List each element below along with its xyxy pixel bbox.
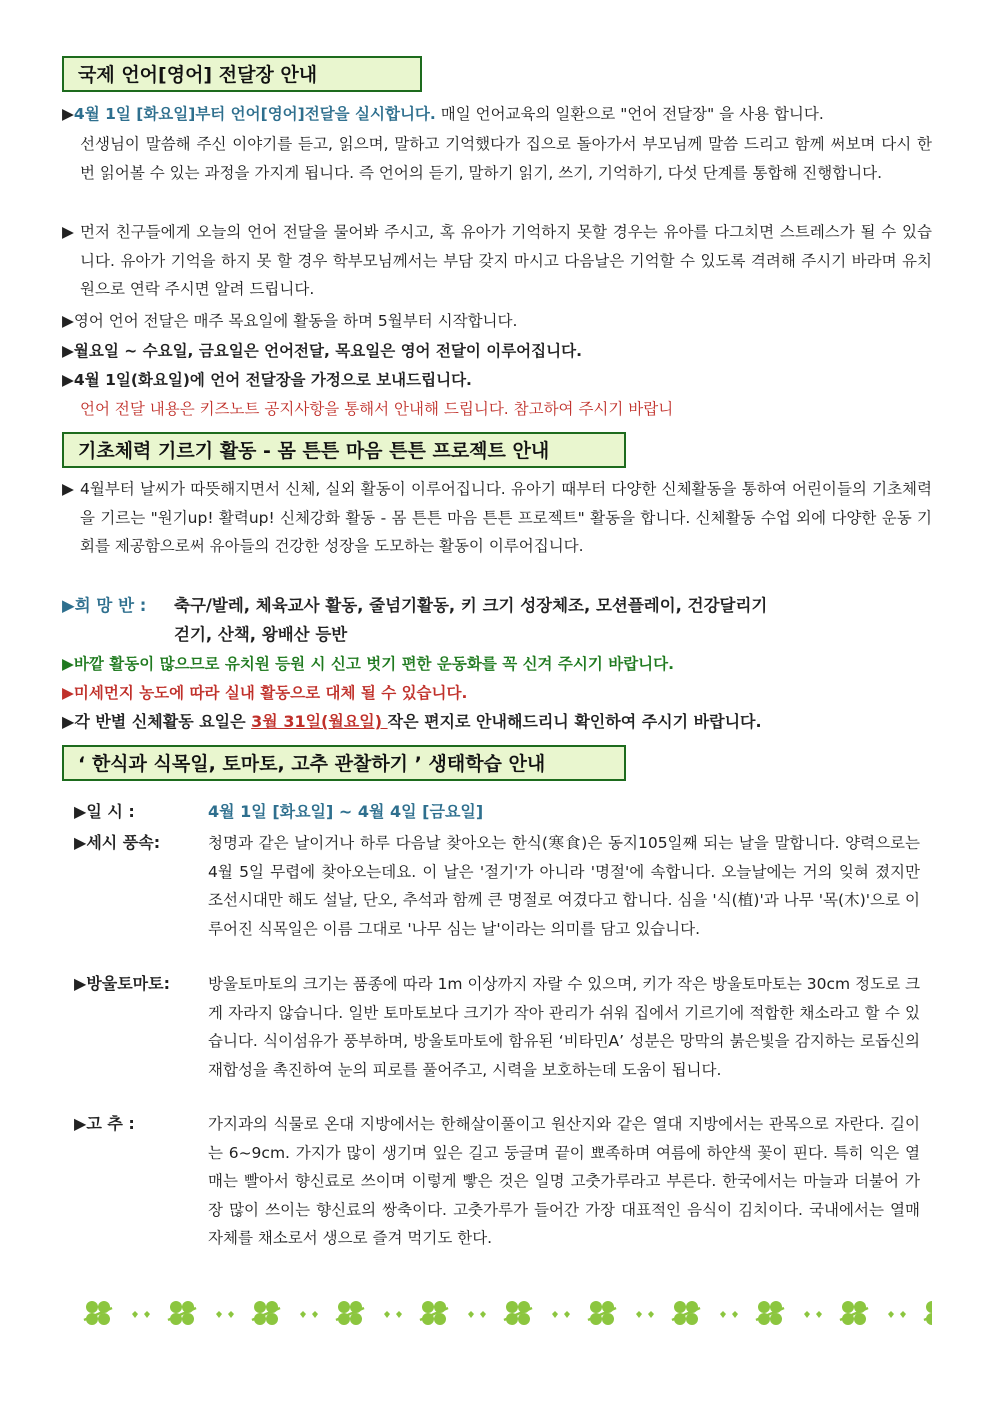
section2-title-text: 기초체력 기르기 활동 - 몸 튼튼 마음 튼튼 프로젝트 안내 xyxy=(78,440,550,462)
s1-paragraph-4 xyxy=(62,337,932,366)
bullet: ▶ xyxy=(62,480,74,498)
clover-icon xyxy=(588,1301,654,1325)
s1-p5: 4월 1일(화요일)에 언어 전달장을 가정으로 보내드립니다. xyxy=(73,371,472,389)
s2-p1: 4월부터 날씨가 따뜻해지면서 신체, 실외 활동이 이루어집니다. 유아기 때부터 다양한 신체활동을 통하여 어린이들의 기초체력을 기르는 "원기up! 활력up! 신체강화 활동 - 몸 튼튼 마음 튼튼 프로젝트" 활동을 합니다. 신체활동 수업 외에 다양한 운동 기회를 제공함으로써 유아들의 건강한 성장을 도모하는 활동이 이루어집니다. xyxy=(80,480,932,555)
clover-icon xyxy=(672,1301,738,1325)
bullet: ▶ xyxy=(62,712,75,731)
s2-last-date: 3월 31일(월요일) xyxy=(251,712,388,731)
section2-title xyxy=(62,432,626,468)
clover-border-icon xyxy=(62,1296,932,1330)
s1-p1-rest: 매일 언어교육의 일환으로 "언어 전달장" 을 사용 합니다. xyxy=(435,105,824,123)
s2-red-text: 미세먼지 농도에 따라 실내 활동으로 대체 될 수 있습니다. xyxy=(73,684,468,702)
section1-title xyxy=(62,56,422,92)
bullet: ▶ xyxy=(62,342,74,360)
s2-hope-line2 xyxy=(174,621,934,650)
clover-icon xyxy=(504,1301,570,1325)
s1-p3: 영어 언어 전달은 매주 목요일에 활동을 하며 5월부터 시작합니다. xyxy=(73,312,518,330)
s3-tomato-label-text: 방울토마토: xyxy=(86,974,170,993)
s1-p2: 먼저 친구들에게 오늘의 언어 전달을 물어봐 주시고, 혹 유아가 기억하지 못할 경우는 유아를 다그치면 스트레스가 될 수 있습니다. 유아가 기억을 하지 못 할 경우 학부모님께서는 부담 갖지 마시고 다음날은 기억할 수 있도록 격려해 주시기 바라며 유치원으로 연락 주시면 알려 드립니다. xyxy=(80,223,932,298)
clover-icon xyxy=(840,1301,906,1325)
clover-icon xyxy=(252,1301,318,1325)
s3-custom-text-body: 청명과 같은 날이거나 하루 다음날 찾아오는 한식(寒食)은 동지105일째 되는 날을 말합니다. 양력으로는 4월 5일 무렵에 찾아오는데요. 이 날은 '절기'가 아니라 '명절'에 속합니다. 오늘날에는 거의 잊혀 졌지만 조선시대만 해도 설날, 단오, 추석과 함께 큰 명절로 여겼다고 합니다. 심을 '식(植)'과 나무 '목(木)'으로 이루어진 식목일은 이름 그대로 '나무 심는 날'이라는 의미를 담고 있습니다. xyxy=(208,834,920,938)
s3-date-label-text: 일 시 : xyxy=(86,802,135,821)
s3-custom-label-text: 세시 풍속: xyxy=(86,833,161,852)
section1-title-text: 국제 언어[영어] 전달장 안내 xyxy=(78,64,318,86)
clover-icon xyxy=(924,1301,932,1325)
bullet: ▶ xyxy=(74,974,87,993)
s3-custom-text xyxy=(208,829,920,943)
s3-date-label xyxy=(74,798,135,826)
bullet: ▶ xyxy=(74,802,87,821)
s3-pepper-text-body: 가지과의 식물로 온대 지방에서는 한해살이풀이고 원산지와 같은 열대 지방에서는 관목으로 자란다. 길이는 6~9cm. 가지가 많이 생기며 잎은 길고 둥글며 끝이 뾰족하며 여름에 하얀색 꽃이 핀다. 특히 익은 열매는 빨아서 향신료로 쓰이며 이렇게 빻은 것은 일명 고춧가루라고 부른다. 한국에서는 마늘과 더불어 가장 많이 쓰이는 향신료의 쌍축이다. 고춧가루가 들어간 가장 대표적인 음식이 김치이다. 국내에서는 열매 자체를 채소로서 생으로 즐겨 먹기도 한다. xyxy=(208,1115,920,1247)
s1-paragraph-6 xyxy=(80,395,932,424)
s2-green-text: 바깥 활동이 많으므로 유치원 등원 시 신고 벗기 편한 운동화를 꼭 신겨 주시기 바랍니다. xyxy=(73,655,675,673)
s2-last-b: 작은 편지로 안내해드리니 확인하여 주시기 바랍니다. xyxy=(387,712,762,731)
s2-last-a: 각 반별 신체활동 요일은 xyxy=(74,712,252,731)
s1-paragraph-5 xyxy=(62,366,932,395)
bullet: ▶ xyxy=(62,223,74,241)
s1-paragraph-2-text xyxy=(80,218,932,304)
bullet: ▶ xyxy=(62,312,74,330)
section3-title-text: ‘ 한식과 식목일, 토마토, 고추 관찰하기 ’ 생태학습 안내 xyxy=(78,753,546,775)
s2-last-note xyxy=(62,708,932,737)
bullet: ▶ xyxy=(62,684,74,702)
s3-tomato-text-body: 방울토마토의 크기는 품종에 따라 1m 이상까지 자랄 수 있으며, 키가 작은 방울토마토는 30cm 정도로 크게 자라지 않습니다. 일반 토마토보다 크기가 작아 관리가 쉬워 집에서 기르기에 적합한 채소라고 할 수 있습니다. 식이섬유가 풍부하며, 방울토마토에 함유된 ‘비타민A’ 성분은 망막의 붉은빛을 감지하는 로돕신의 재합성을 촉진하여 눈의 피로를 풀어주고, 시력을 보호하는데 도움이 됩니다. xyxy=(208,975,920,1079)
s1-p1-bold: 4월 1일 [화요일]부터 언어[영어]전달을 실시합니다. xyxy=(73,105,436,123)
s3-pepper-label-text: 고 추 : xyxy=(86,1114,135,1133)
s2-hope-label: 희 망 반 : xyxy=(74,596,147,615)
bullet: ▶ xyxy=(74,833,87,852)
s2-green-note xyxy=(62,650,932,679)
bullet: ▶ xyxy=(62,105,74,123)
s1-p1-cont: 선생님이 말씀해 주신 이야기를 듣고, 읽으며, 말하고 기억했다가 집으로 돌아가서 부모님께 말씀 드리고 함께 써보며 다시 한번 읽어볼 수 있는 과정을 가지게 됩니다. 즉 언어의 듣기, 말하기 읽기, 쓰기, 기억하기, 다섯 단계를 통합해 진행합니다. xyxy=(80,135,932,182)
clover-icon xyxy=(420,1301,486,1325)
s3-tomato-text xyxy=(208,970,920,1084)
s2-hope-line1 xyxy=(174,592,934,621)
s2-hope-line2-text: 걷기, 산책, 왕배산 등반 xyxy=(174,625,348,644)
s2-hope-line1-text: 축구/발레, 체육교사 활동, 줄넘기활동, 키 크기 성장체조, 모션플레이, 건강달리기 xyxy=(174,596,768,615)
section3-title xyxy=(62,745,626,781)
s2-paragraph-1-text xyxy=(80,475,932,561)
bullet: ▶ xyxy=(62,371,74,389)
s1-p6: 언어 전달 내용은 키즈노트 공지사항을 통해서 안내해 드립니다. 참고하여 주시기 바랍니 xyxy=(80,400,674,418)
s3-custom-label xyxy=(74,829,160,857)
clover-icon xyxy=(756,1301,822,1325)
bullet: ▶ xyxy=(62,655,74,673)
s3-date-value-text: 4월 1일 [화요일] ~ 4월 4일 [금요일] xyxy=(208,802,484,821)
s1-paragraph-1 xyxy=(62,100,932,129)
bullet: ▶ xyxy=(74,1114,87,1133)
s1-paragraph-1-cont xyxy=(80,130,932,187)
s3-pepper-text xyxy=(208,1110,920,1253)
s3-tomato-label xyxy=(74,970,170,998)
clover-icon xyxy=(84,1301,150,1325)
clover-icon xyxy=(336,1301,402,1325)
s2-red-note xyxy=(62,679,932,708)
clover-icon xyxy=(168,1301,234,1325)
bullet: ▶ xyxy=(62,596,75,615)
s1-paragraph-3 xyxy=(62,307,932,336)
s3-pepper-label xyxy=(74,1110,135,1138)
s1-p4: 월요일 ~ 수요일, 금요일은 언어전달, 목요일은 영어 전달이 이루어집니다. xyxy=(73,342,582,360)
s3-date-value xyxy=(208,798,808,827)
